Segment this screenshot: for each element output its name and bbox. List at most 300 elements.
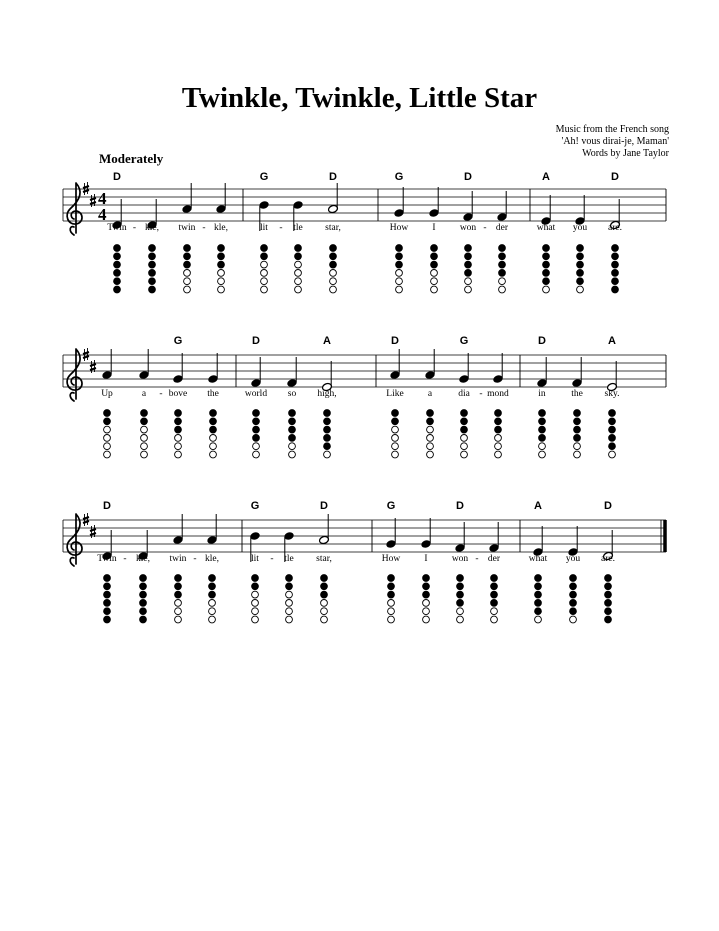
hole-open [457, 616, 464, 623]
hole-open [539, 443, 546, 450]
hole-closed [286, 575, 293, 582]
note-e4 [322, 361, 333, 392]
hole-closed [457, 583, 464, 590]
note-a4 [425, 349, 436, 380]
lyric-syllable: star, [325, 223, 341, 233]
hole-open [209, 608, 216, 615]
song-title: Twinkle, Twinkle, Little Star [181, 82, 538, 114]
hole-open [261, 278, 268, 285]
hole-closed [184, 261, 191, 268]
chord-symbol: A [323, 335, 331, 347]
hole-open [539, 451, 546, 458]
hole-closed [570, 575, 577, 582]
hole-closed [330, 261, 337, 268]
hole-closed [465, 270, 472, 277]
note-g4 [429, 187, 440, 218]
lyric-syllable: won [451, 554, 469, 564]
chord-symbol: G [459, 335, 469, 347]
hole-closed [114, 261, 121, 268]
hole-closed [175, 583, 182, 590]
fingering-chart [491, 575, 498, 623]
hole-closed [175, 426, 182, 433]
hole-closed [140, 608, 147, 615]
hole-closed [324, 443, 331, 450]
hole-open [286, 608, 293, 615]
lyric-syllable: so [287, 389, 297, 399]
fingering-chart [427, 410, 434, 458]
hole-closed [175, 410, 182, 417]
note-a4 [390, 349, 401, 380]
hole-closed [175, 575, 182, 582]
fingering-chart [140, 575, 147, 623]
hole-open [495, 443, 502, 450]
hole-closed [114, 253, 121, 260]
fingering-chart [218, 245, 225, 293]
hole-closed [289, 418, 296, 425]
hole-closed [209, 575, 216, 582]
hole-closed [609, 443, 616, 450]
hole-closed [577, 245, 584, 252]
fingering-chart [577, 245, 584, 293]
lyric-syllable: twin [169, 554, 187, 564]
hole-closed [330, 253, 337, 260]
fingering-chart [324, 410, 331, 458]
lyric-syllable: the [207, 389, 219, 399]
hole-closed [141, 410, 148, 417]
note-fsharp4 [489, 522, 500, 553]
hole-closed [465, 245, 472, 252]
lyric-syllable: tle [293, 223, 303, 233]
hole-closed [491, 600, 498, 607]
hole-open [175, 435, 182, 442]
lyric-syllable: Twin [107, 223, 127, 233]
hole-closed [461, 418, 468, 425]
hole-closed [140, 616, 147, 623]
hole-open [209, 600, 216, 607]
hole-closed [423, 575, 430, 582]
hole-closed [612, 286, 619, 293]
fingering-chart [535, 575, 542, 623]
chord-symbol: A [534, 500, 542, 512]
fingering-chart [570, 575, 577, 623]
hole-open [295, 270, 302, 277]
hole-open [289, 451, 296, 458]
chord-symbol: D [464, 171, 472, 183]
hole-open [461, 443, 468, 450]
hole-closed [612, 270, 619, 277]
hole-open [427, 443, 434, 450]
hole-open [324, 451, 331, 458]
lyric-hyphen: - [123, 554, 127, 564]
chord-symbol: D [611, 171, 619, 183]
credit-lyricist: Words by Jane Taylor [582, 148, 669, 159]
hole-closed [114, 286, 121, 293]
hole-open [184, 286, 191, 293]
hole-closed [252, 583, 259, 590]
note-a4 [139, 349, 150, 380]
hole-closed [457, 591, 464, 598]
lyric-syllable: a [427, 389, 433, 399]
staff-system-2 [63, 335, 666, 458]
hole-closed [252, 575, 259, 582]
note-g4 [493, 353, 504, 384]
note-a4 [182, 183, 193, 214]
hole-open [175, 608, 182, 615]
fingering-chart [289, 410, 296, 458]
hole-open [392, 435, 399, 442]
lyric-syllable: twin [178, 223, 196, 233]
hole-open [104, 426, 111, 433]
hole-open [423, 616, 430, 623]
hole-closed [577, 253, 584, 260]
lyric-syllable: won [459, 223, 477, 233]
hole-closed [253, 426, 260, 433]
hole-closed [286, 583, 293, 590]
hole-closed [570, 583, 577, 590]
hole-closed [539, 426, 546, 433]
lyric-syllable: what [528, 554, 548, 564]
fingering-chart [295, 245, 302, 293]
fingering-chart [184, 245, 191, 293]
hole-open [499, 286, 506, 293]
chord-symbol: D [604, 500, 612, 512]
hole-open [209, 616, 216, 623]
hole-open [392, 426, 399, 433]
hole-closed [605, 575, 612, 582]
chord-symbol: D [329, 171, 337, 183]
hole-open [218, 286, 225, 293]
hole-closed [612, 278, 619, 285]
lyric-syllable: in [538, 389, 546, 399]
lyric-syllable: sky. [604, 389, 620, 399]
hole-closed [495, 410, 502, 417]
hole-closed [612, 253, 619, 260]
hole-open [577, 286, 584, 293]
fingering-chart [210, 410, 217, 458]
fingering-chart [543, 245, 550, 293]
fingering-chart [609, 410, 616, 458]
hole-open [570, 616, 577, 623]
time-signature-top: 4 [98, 189, 107, 208]
note-fsharp4 [463, 191, 474, 222]
hole-open [491, 608, 498, 615]
hole-closed [543, 245, 550, 252]
tempo-marking: Moderately [99, 151, 164, 166]
fingering-chart [457, 575, 464, 623]
hole-closed [295, 253, 302, 260]
hole-open [141, 451, 148, 458]
lyric-syllable: mond [487, 389, 509, 399]
hole-closed [104, 600, 111, 607]
hole-closed [574, 435, 581, 442]
hole-open [261, 261, 268, 268]
note-g4 [386, 518, 397, 549]
lyric-syllable: are. [608, 223, 622, 233]
hole-open [295, 286, 302, 293]
hole-open [491, 616, 498, 623]
hole-closed [149, 261, 156, 268]
hole-open [210, 443, 217, 450]
hole-closed [539, 410, 546, 417]
lyric-hyphen: - [202, 223, 206, 233]
hole-closed [605, 600, 612, 607]
hole-closed [535, 591, 542, 598]
hole-open [252, 616, 259, 623]
hole-open [388, 616, 395, 623]
hole-open [392, 443, 399, 450]
hole-open [431, 286, 438, 293]
lyric-syllable: are. [601, 554, 615, 564]
hole-open [427, 435, 434, 442]
hole-closed [609, 410, 616, 417]
hole-closed [570, 600, 577, 607]
hole-closed [184, 245, 191, 252]
hole-closed [431, 245, 438, 252]
hole-open [574, 443, 581, 450]
hole-open [286, 616, 293, 623]
hole-open [330, 278, 337, 285]
lyric-syllable: star, [316, 554, 332, 564]
hole-open [175, 600, 182, 607]
lyric-syllable: How [389, 223, 409, 233]
hole-open [295, 261, 302, 268]
hole-closed [535, 608, 542, 615]
hole-open [210, 435, 217, 442]
lyric-syllable: bove [168, 389, 188, 399]
hole-closed [431, 253, 438, 260]
hole-open [388, 600, 395, 607]
fingering-chart [574, 410, 581, 458]
lyric-syllable: high, [317, 389, 337, 399]
chord-symbol: D [113, 171, 121, 183]
hole-open [141, 443, 148, 450]
lyric-syllable: tle [284, 554, 294, 564]
treble-clef [67, 514, 82, 566]
fingering-chart [423, 575, 430, 623]
hole-closed [218, 261, 225, 268]
chord-symbol: D [320, 500, 328, 512]
hole-closed [324, 426, 331, 433]
hole-closed [321, 591, 328, 598]
hole-closed [495, 418, 502, 425]
hole-open [184, 278, 191, 285]
hole-open [253, 443, 260, 450]
hole-open [218, 278, 225, 285]
hole-closed [543, 270, 550, 277]
hole-closed [140, 575, 147, 582]
hole-open [396, 278, 403, 285]
hole-open [495, 435, 502, 442]
hole-closed [324, 435, 331, 442]
hole-closed [295, 245, 302, 252]
hole-closed [104, 591, 111, 598]
hole-closed [427, 418, 434, 425]
fingering-chart [495, 410, 502, 458]
hole-closed [609, 435, 616, 442]
lyric-hyphen: - [159, 389, 163, 399]
fingering-chart [539, 410, 546, 458]
hole-closed [330, 245, 337, 252]
hole-closed [612, 245, 619, 252]
hole-closed [499, 270, 506, 277]
hole-open [431, 270, 438, 277]
fingering-chart [141, 410, 148, 458]
hole-open [461, 451, 468, 458]
hole-closed [261, 245, 268, 252]
lyric-syllable: Like [386, 389, 404, 399]
fingering-chart [286, 575, 293, 623]
hole-open [295, 278, 302, 285]
hole-closed [140, 583, 147, 590]
lyric-hyphen: - [479, 389, 483, 399]
hole-closed [210, 410, 217, 417]
hole-open [141, 426, 148, 433]
lyric-syllable: you [565, 554, 581, 564]
hole-closed [396, 261, 403, 268]
hole-closed [149, 270, 156, 277]
hole-closed [396, 253, 403, 260]
hole-closed [140, 600, 147, 607]
chord-symbol: G [259, 171, 269, 183]
chord-symbol: D [456, 500, 464, 512]
hole-closed [218, 245, 225, 252]
lyric-syllable: what [536, 223, 556, 233]
note-fsharp4 [251, 357, 262, 388]
hole-closed [543, 261, 550, 268]
note-fsharp4 [572, 357, 583, 388]
hole-open [104, 451, 111, 458]
note-e4 [533, 526, 544, 557]
fingering-chart [149, 245, 156, 293]
hole-closed [535, 575, 542, 582]
fingering-chart [321, 575, 328, 623]
chord-symbol: A [608, 335, 616, 347]
note-g4 [394, 187, 405, 218]
hole-open [289, 443, 296, 450]
hole-closed [457, 600, 464, 607]
chord-symbol: D [252, 335, 260, 347]
hole-open [465, 286, 472, 293]
lyric-hyphen: - [475, 554, 479, 564]
hole-closed [431, 261, 438, 268]
hole-open [218, 270, 225, 277]
hole-open [252, 591, 259, 598]
fingering-chart [392, 410, 399, 458]
hole-closed [149, 286, 156, 293]
hole-closed [149, 245, 156, 252]
hole-open [321, 600, 328, 607]
fingering-chart [330, 245, 337, 293]
hole-open [423, 608, 430, 615]
hole-open [427, 451, 434, 458]
hole-open [388, 608, 395, 615]
note-g4 [208, 353, 219, 384]
hole-closed [321, 575, 328, 582]
lyric-syllable: kle, [205, 554, 219, 564]
fingering-chart [261, 245, 268, 293]
hole-closed [104, 583, 111, 590]
hole-open [175, 443, 182, 450]
hole-open [423, 600, 430, 607]
hole-open [184, 270, 191, 277]
chord-symbol: A [542, 171, 550, 183]
hole-closed [609, 418, 616, 425]
fingering-chart [605, 575, 612, 623]
lyric-hyphen: - [483, 223, 487, 233]
note-g4 [173, 353, 184, 384]
hole-open [104, 443, 111, 450]
hole-closed [461, 410, 468, 417]
hole-open [427, 426, 434, 433]
hole-closed [253, 410, 260, 417]
hole-closed [491, 591, 498, 598]
note-a4 [102, 349, 113, 380]
hole-closed [539, 418, 546, 425]
note-a4 [207, 514, 218, 545]
fingering-chart [396, 245, 403, 293]
hole-closed [140, 591, 147, 598]
hole-closed [149, 253, 156, 260]
hole-closed [543, 278, 550, 285]
hole-open [396, 286, 403, 293]
note-e4 [568, 526, 579, 557]
hole-closed [423, 591, 430, 598]
hole-open [535, 616, 542, 623]
hole-open [457, 608, 464, 615]
hole-closed [209, 591, 216, 598]
hole-closed [465, 253, 472, 260]
hole-closed [609, 426, 616, 433]
hole-closed [605, 608, 612, 615]
fingering-chart [388, 575, 395, 623]
chord-symbol: D [391, 335, 399, 347]
hole-closed [388, 591, 395, 598]
hole-closed [289, 410, 296, 417]
fingering-chart [461, 410, 468, 458]
hole-closed [574, 418, 581, 425]
fingering-chart [209, 575, 216, 623]
hole-closed [577, 270, 584, 277]
hole-open [104, 435, 111, 442]
note-fsharp4 [537, 357, 548, 388]
note-g4 [459, 353, 470, 384]
hole-closed [289, 426, 296, 433]
hole-closed [175, 591, 182, 598]
fingering-chart [499, 245, 506, 293]
hole-closed [104, 418, 111, 425]
hole-closed [388, 583, 395, 590]
hole-closed [114, 278, 121, 285]
fingering-chart [431, 245, 438, 293]
lyric-syllable: lit [251, 554, 259, 564]
note-a4 [216, 183, 227, 214]
hole-closed [605, 591, 612, 598]
hole-closed [461, 426, 468, 433]
hole-closed [114, 270, 121, 277]
hole-closed [577, 278, 584, 285]
fingering-chart [175, 575, 182, 623]
credit-song-name: 'Ah! vous dirai-je, Maman' [561, 136, 669, 147]
hole-closed [253, 435, 260, 442]
hole-closed [423, 583, 430, 590]
lyric-hyphen: - [279, 223, 283, 233]
hole-closed [210, 418, 217, 425]
hole-open [499, 278, 506, 285]
fingering-chart [175, 410, 182, 458]
hole-closed [149, 278, 156, 285]
hole-closed [535, 600, 542, 607]
hole-closed [499, 261, 506, 268]
